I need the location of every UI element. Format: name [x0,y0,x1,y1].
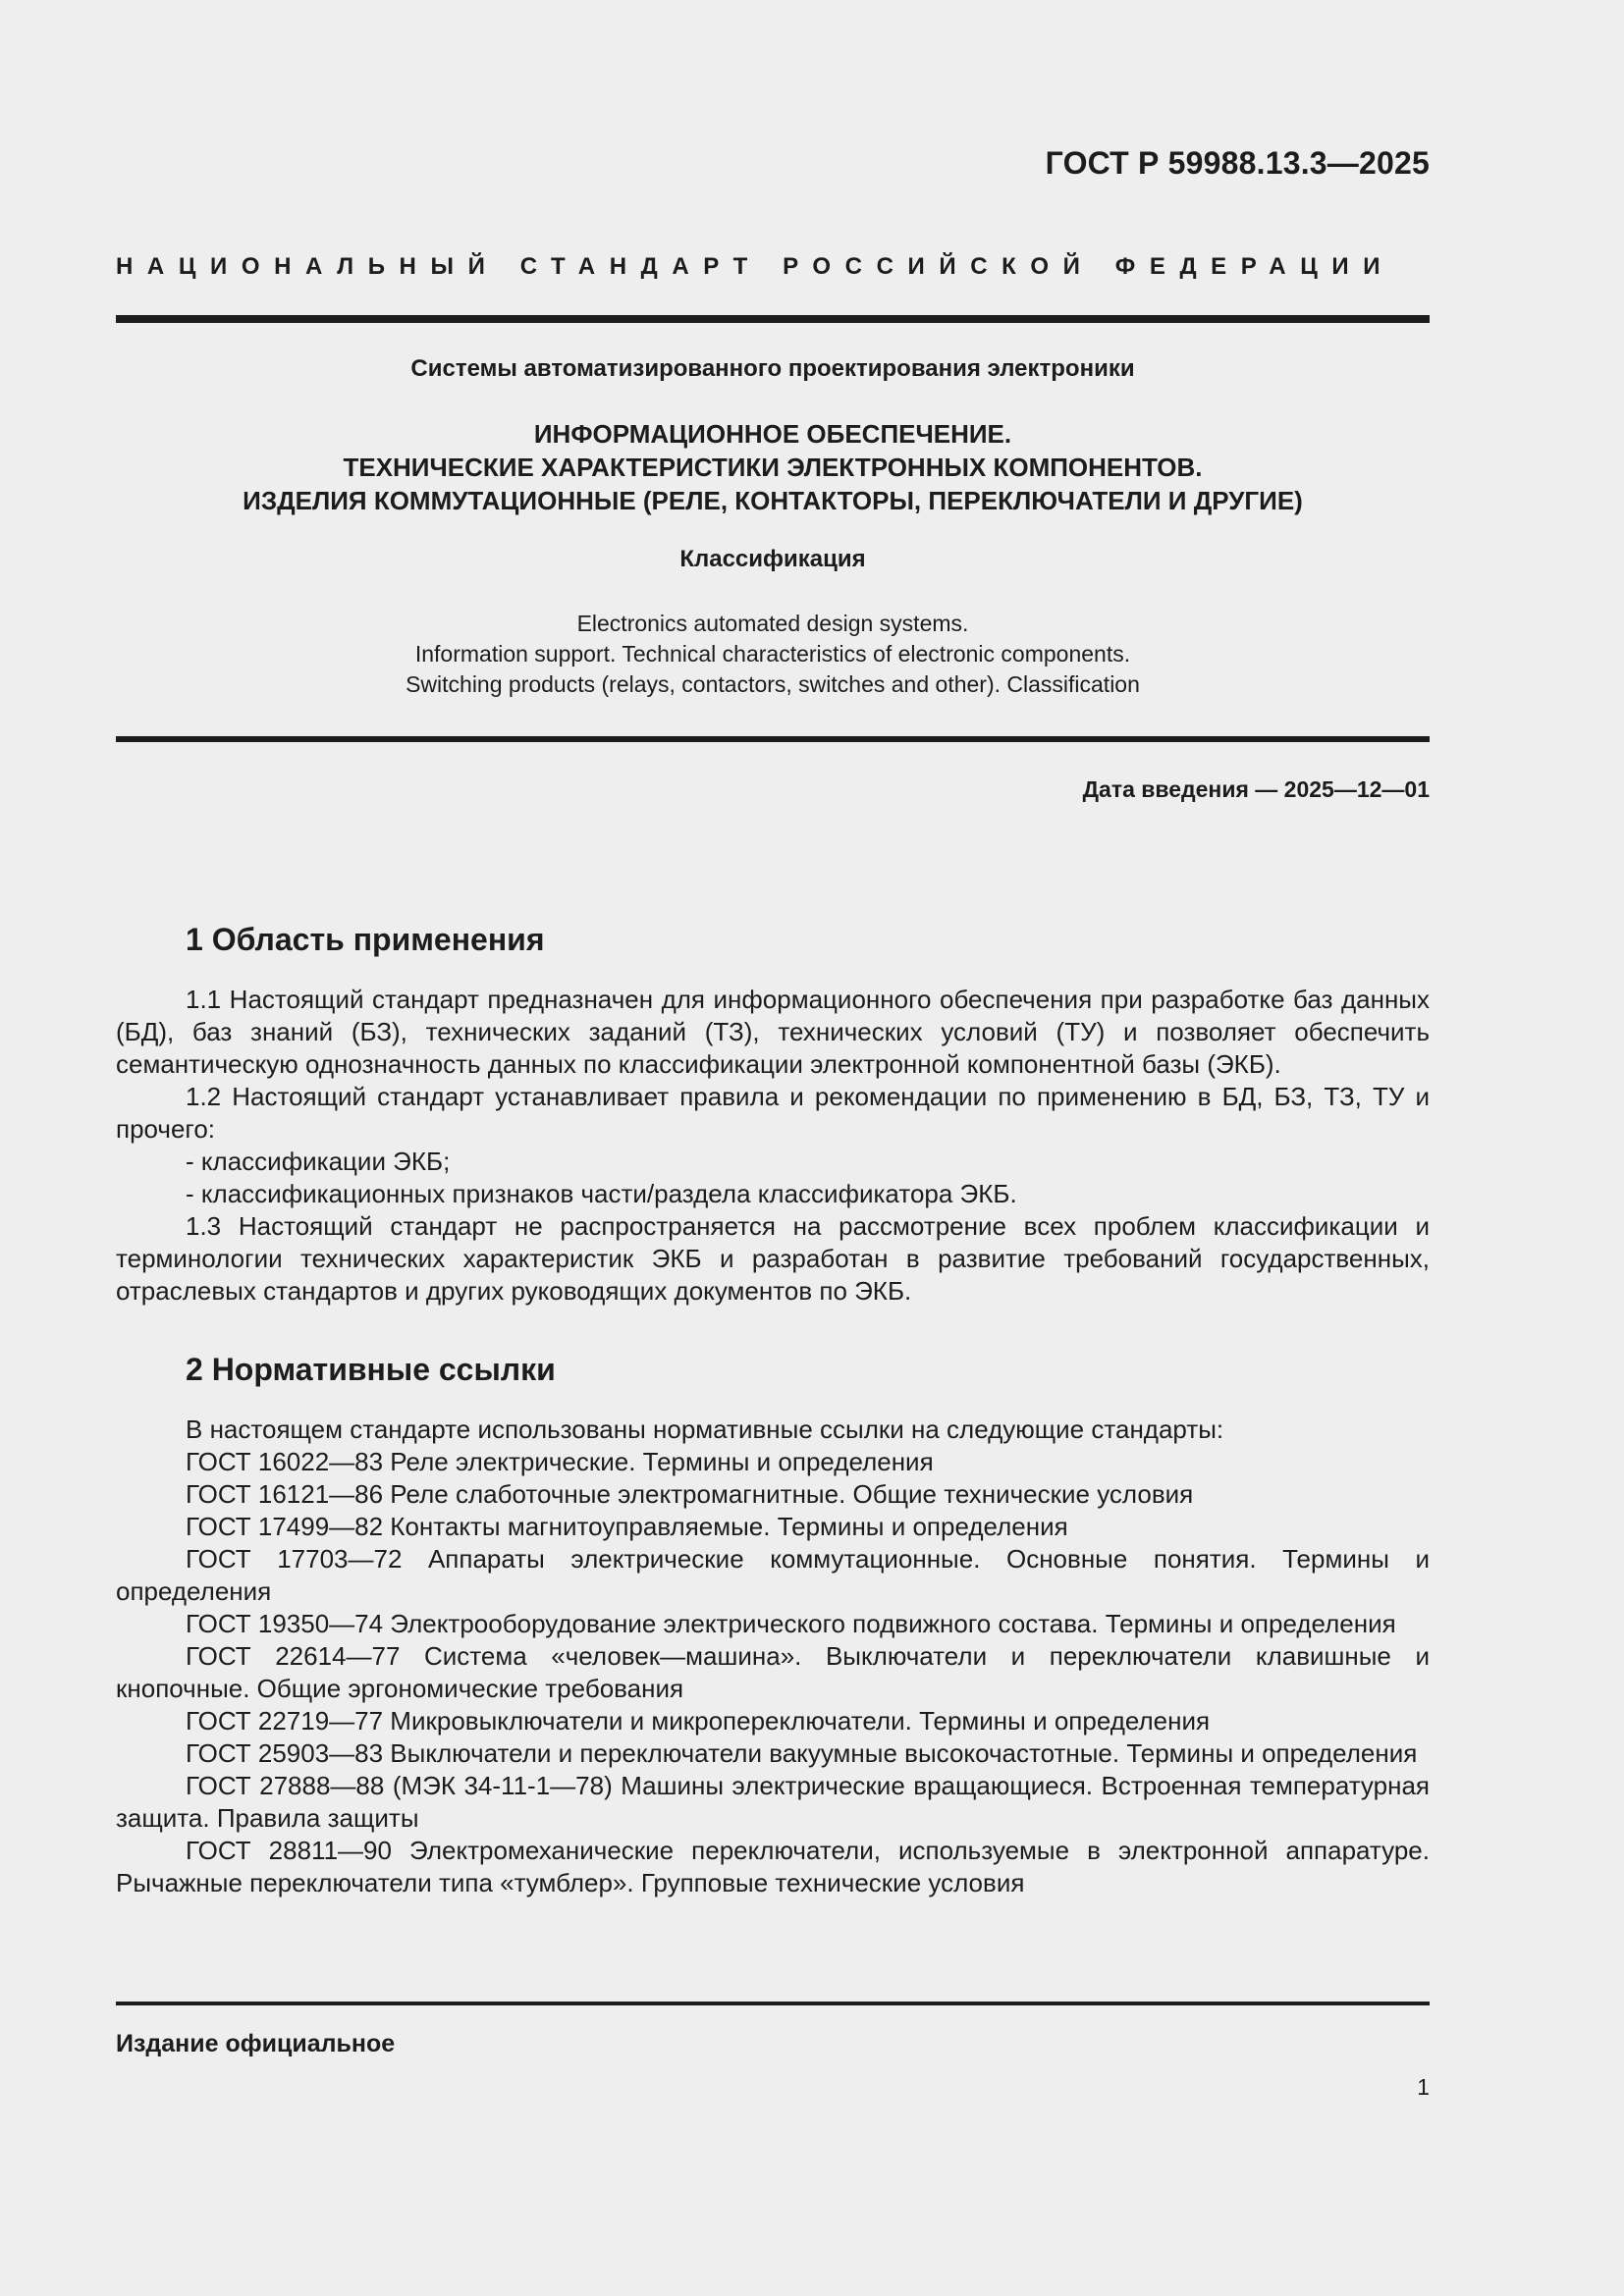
document-number: ГОСТ Р 59988.13.3—2025 [1045,145,1430,181]
paragraph-1-2: 1.2 Настоящий стандарт устанавливает правила и рекомендации по применению в БД, БЗ, ТЗ, ТУ и прочего: [116,1082,1430,1144]
section-2-heading: 2 Нормативные ссылки [186,1352,556,1387]
page-number: 1 [1417,2074,1430,2100]
introduction-date: Дата введения — 2025—12—01 [1082,776,1430,802]
reference-item: ГОСТ 16121—86 Реле слаботочные электромагнитные. Общие технические условия [186,1479,1194,1509]
paragraph-1-1: 1.1 Настоящий стандарт предназначен для информационного обеспечения при разработке баз данных (БД), баз знаний (БЗ), технических заданий (ТЗ), технических условий (ТУ) и позволяет обеспечить семантическую однозначность данных по классификации электронной компонентной базы (ЭКБ). [116,985,1430,1079]
reference-item: ГОСТ 16022—83 Реле электрические. Термины и определения [186,1447,934,1476]
reference-item: ГОСТ 19350—74 Электрооборудование электрического подвижного состава. Термины и определения [186,1609,1396,1638]
reference-item: ГОСТ 22614—77 Система «человек—машина». Выключатели и переключатели клавишные и кнопочные. Общие эргономические требования [116,1641,1430,1703]
section-2-body [116,1414,1430,1899]
top-divider [116,315,1430,323]
section-1-body [116,984,1430,1308]
section-1-heading: 1 Область применения [186,922,545,957]
reference-item: ГОСТ 27888—88 (МЭК 34-11-1—78) Машины электрические вращающиеся. Встроенная температурная защита. Правила защиты [116,1771,1430,1833]
national-standard-banner: НАЦИОНАЛЬНЫЙ СТАНДАРТ РОССИЙСКОЙ ФЕДЕРАЦИИ [116,253,1395,280]
title-line: ИНФОРМАЦИОННОЕ ОБЕСПЕЧЕНИЕ. [533,419,1012,449]
paragraph-1-3: 1.3 Настоящий стандарт не распространяется на рассмотрение всех проблем классификации и терминологии технических характеристик ЭКБ и разработан в развитие требований государственных, отраслевых стандартов и других руководящих документов по ЭКБ. [116,1211,1430,1306]
reference-item: ГОСТ 17703—72 Аппараты электрические коммутационные. Основные понятия. Термины и определения [116,1544,1430,1606]
title-line: ТЕХНИЧЕСКИЕ ХАРАКТЕРИСТИКИ ЭЛЕКТРОННЫХ КОМПОНЕНТОВ. [343,453,1203,482]
english-title-line: Electronics automated design systems. [576,611,969,636]
document-page [116,0,1430,2296]
official-edition-label: Издание официальное [116,2030,396,2057]
english-title-line: Information support. Technical characteristics of electronic components. [414,641,1131,667]
document-title [116,417,1430,517]
reference-item: ГОСТ 25903—83 Выключатели и переключатели вакуумные высокочастотные. Термины и определения [186,1738,1418,1768]
english-title [116,609,1430,700]
title-line: ИЗДЕЛИЯ КОММУТАЦИОННЫЕ (РЕЛЕ, КОНТАКТОРЫ, ПЕРЕКЛЮЧАТЕЛИ И ДРУГИЕ) [243,486,1303,515]
document-subtitle: Классификация [679,546,866,572]
list-item: - классификационных признаков части/раздела классификатора ЭКБ. [186,1179,1017,1208]
references-intro: В настоящем стандарте использованы нормативные ссылки на следующие стандарты: [186,1415,1224,1444]
reference-item: ГОСТ 22719—77 Микровыключатели и микропереключатели. Термины и определения [186,1706,1211,1735]
english-title-line: Switching products (relays, contactors, switches and other). Classification [406,671,1140,697]
footer-divider [116,2002,1430,2005]
reference-item: ГОСТ 28811—90 Электромеханические переключатели, используемые в электронной аппаратуре. Рычажные переключатели типа «тумблер». Групповые технические условия [116,1836,1430,1897]
series-title: Системы автоматизированного проектирования электроники [410,355,1135,382]
reference-item: ГОСТ 17499—82 Контакты магнитоуправляемые. Термины и определения [186,1512,1068,1541]
list-item: - классификации ЭКБ; [186,1147,451,1176]
title-divider [116,736,1430,742]
